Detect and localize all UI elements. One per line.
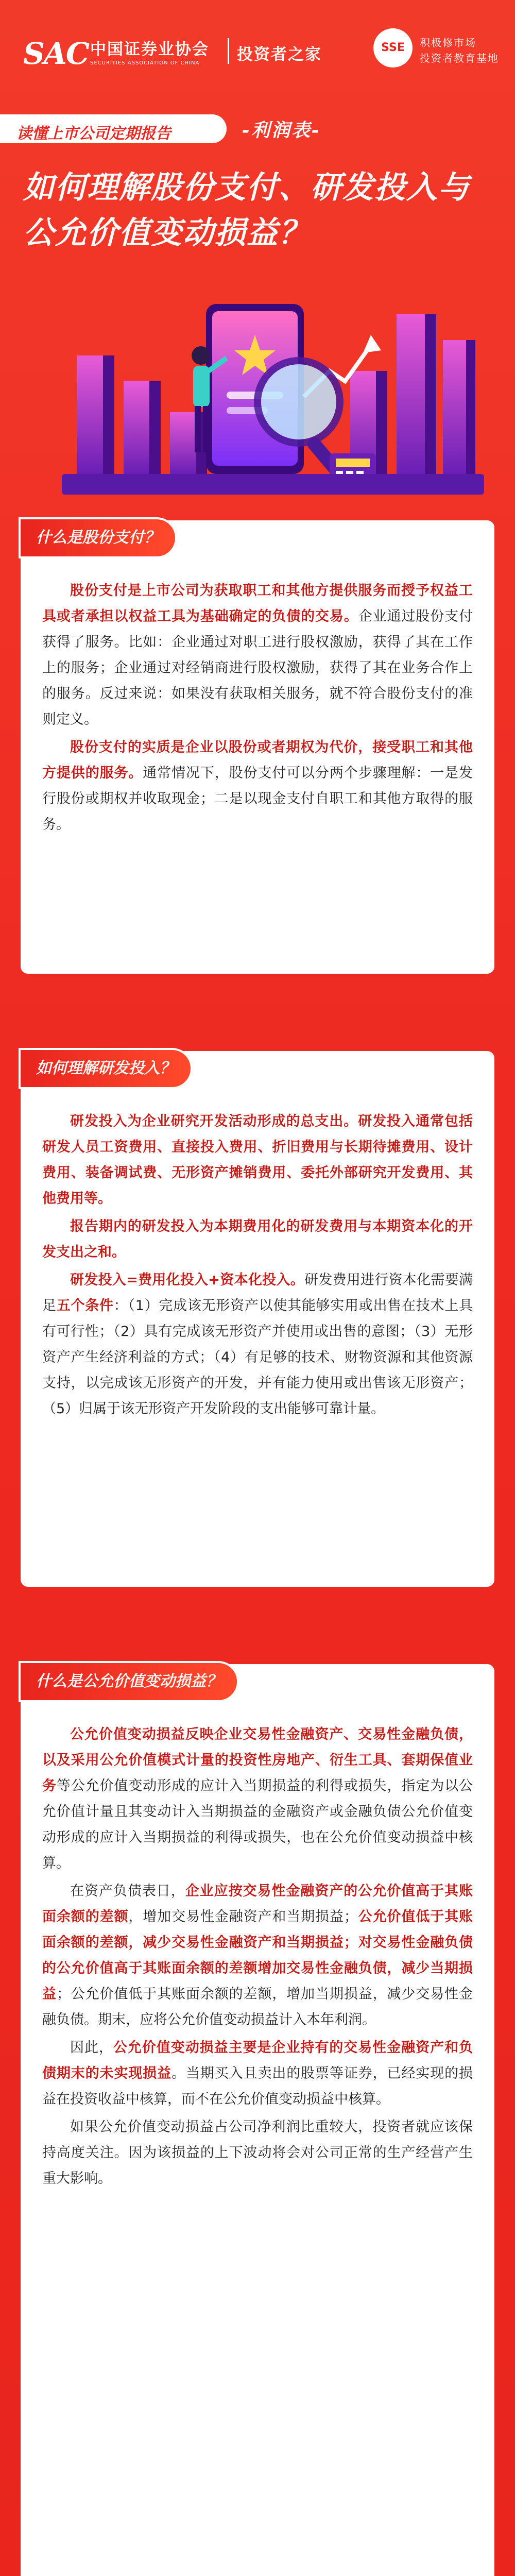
paragraph xyxy=(42,1109,473,1212)
section-fair-value xyxy=(21,1664,494,2576)
paragraph xyxy=(42,1214,473,1265)
body-text: ；公允价值低于其账面余额的差额，增加当期损益，减少交易性金融负债。期末，应将公允价值变动损益计入本年利润。 xyxy=(42,1986,473,2028)
paragraph xyxy=(42,2114,473,2192)
series-tag-label: 读懂上市公司定期报告 xyxy=(16,125,171,143)
section-heading: 如何理解研发投入？ xyxy=(36,1059,175,1077)
highlight-text: 公允价值低于其账面余额的差额 xyxy=(42,1909,473,1951)
highlight-text: ；对交易性金融负债的公允价值高于其账面余额的差额增加交易性金融负债，减少当期损益 xyxy=(42,1935,473,2002)
body-text: 。当期买入且卖出的股票等证券，已经实现的损益在投资收益中核算，而不在公允价值变动损益中核算。 xyxy=(42,2065,473,2107)
paragraph xyxy=(42,578,473,733)
education-base-line-2: 投资者教育基地 xyxy=(420,52,499,64)
paragraph xyxy=(42,1267,473,1422)
section-rd-investment xyxy=(21,1051,494,1587)
org-name-cn: 中国证券业协会 xyxy=(90,40,209,59)
body-text: ，增加交易性金融资产和当期损益； xyxy=(128,1909,358,1925)
section-body xyxy=(42,1109,473,1424)
body-text: 通常情况下，股份支付可以分两个步骤理解：一是发行股份或期权并收取现金；二是以现金支付自职工和其他方取得的服务。 xyxy=(42,765,473,833)
highlight-text: 股份支付是上市公司为获取职工和其他方提供服务而授予权益工具或者承担以权益工具为基础确定的负债的交易。 xyxy=(42,583,473,624)
highlight-text: 报告期内的研发投入为本期费用化的研发费用与本期资本化的开发支出之和。 xyxy=(42,1218,473,1260)
body-text: 在资产负债表日， xyxy=(70,1883,185,1899)
org-name xyxy=(90,36,209,66)
section-heading-box xyxy=(19,517,177,558)
page-title: 如何理解股份支付、研发投入与公允价值变动损益？ xyxy=(23,170,470,251)
hero-illustration xyxy=(0,268,515,515)
highlight-text: 公允价值变动损益主要是企业持有的交易性金融资产和负债期末的未实现损益 xyxy=(42,2040,473,2081)
section-heading-box xyxy=(19,1661,239,1702)
series-tag xyxy=(0,114,227,143)
section-body xyxy=(42,1722,473,2194)
paragraph xyxy=(42,1722,473,1876)
body-text: 因此， xyxy=(70,2040,113,2056)
header xyxy=(0,0,515,103)
education-base-label xyxy=(420,35,499,66)
section-heading: 什么是股份支付？ xyxy=(36,529,160,547)
section-heading-box xyxy=(19,1048,193,1089)
left-bars xyxy=(77,355,207,474)
body-text: 等公允价值变动形成的应计入当期损益的利得或损失，指定为以公允价值计量且其变动计入当期损益的金融资产或金融负债公允价值变动形成的应计入当期损益的利得或损失，也在公允价值变动损益中核算。 xyxy=(42,1778,473,1871)
right-bars xyxy=(350,314,475,474)
paragraph xyxy=(42,2035,473,2112)
header-divider xyxy=(228,38,229,64)
investor-home: 投资者之家 xyxy=(237,45,322,64)
section-heading: 什么是公允价值变动损益？ xyxy=(36,1672,221,1690)
highlight-text: 五个条件 xyxy=(56,1298,114,1314)
body-text: 研发费用进行资本化需要满足 xyxy=(42,1272,473,1314)
section-body xyxy=(42,578,473,840)
body-text: 如果公允价值变动损益占公司净利润比重较大，投资者就应该保持高度关注。因为该损益的上下波动将会对公司正常的生产经营产生重大影响。 xyxy=(42,2119,473,2187)
paragraph xyxy=(42,1878,473,2033)
subtitle: -利润表- xyxy=(242,120,321,141)
highlight-text: ，减少交易性金融资产和当期损益 xyxy=(128,1935,344,1951)
body-text: ：（1）完成该无形资产以使其能够实用或出售在技术上具有可行性；（2）具有完成该无形资产并使用或出售的意图；（3）无形资产产生经济利益的方式；（4）有足够的技术、财物资源和其他资源支持，以完成该无形资产的开发，并有能力使用或出售该无形资产；（5）归属于该无形资产开发阶段的支出能够可靠计量。 xyxy=(42,1298,473,1417)
education-base-line-1: 积极修市场 xyxy=(420,37,476,49)
section-share-payment xyxy=(21,520,494,974)
paragraph xyxy=(42,735,473,838)
body-text: 企业通过股份支付获得了服务。比如：企业通过对职工进行股权激励，获得了其在工作上的服务；企业通过对经销商进行股权激励，获得了其在业务合作上的服务。反过来说：如果没有获取相关服务，就不符合股份支付的准则定义。 xyxy=(42,608,473,727)
org-name-en: SECURITIES ASSOCIATION OF CHINA xyxy=(90,60,200,66)
highlight-text: 研发投入=费用化投入+资本化投入。 xyxy=(70,1272,304,1288)
sse-logo-icon: SSE xyxy=(373,28,413,67)
highlight-text: 股份支付的实质是企业以股份或者期权为代价，接受职工和其他方提供的服务。 xyxy=(42,739,473,781)
highlight-text: 企业应按交易性金融资产的公允价值高于其账面余额的差额 xyxy=(42,1883,473,1925)
platform xyxy=(62,474,484,495)
highlight-text: 研发投入为企业研究开发活动形成的总支出。研发投入通常包括研发人员工资费用、直接投入费用、折旧费用与长期待摊费用、设计费用、装备调试费、无形资产摊销费用、委托外部研究开发费用、其他费用等。 xyxy=(42,1113,473,1207)
sac-logo: SAC xyxy=(23,36,89,71)
highlight-text: 公允价值变动损益反映企业交易性金融资产、交易性金融负债，以及采用公允价值模式计量的投资性房地产、衍生工具、套期保值业务 xyxy=(42,1726,473,1794)
